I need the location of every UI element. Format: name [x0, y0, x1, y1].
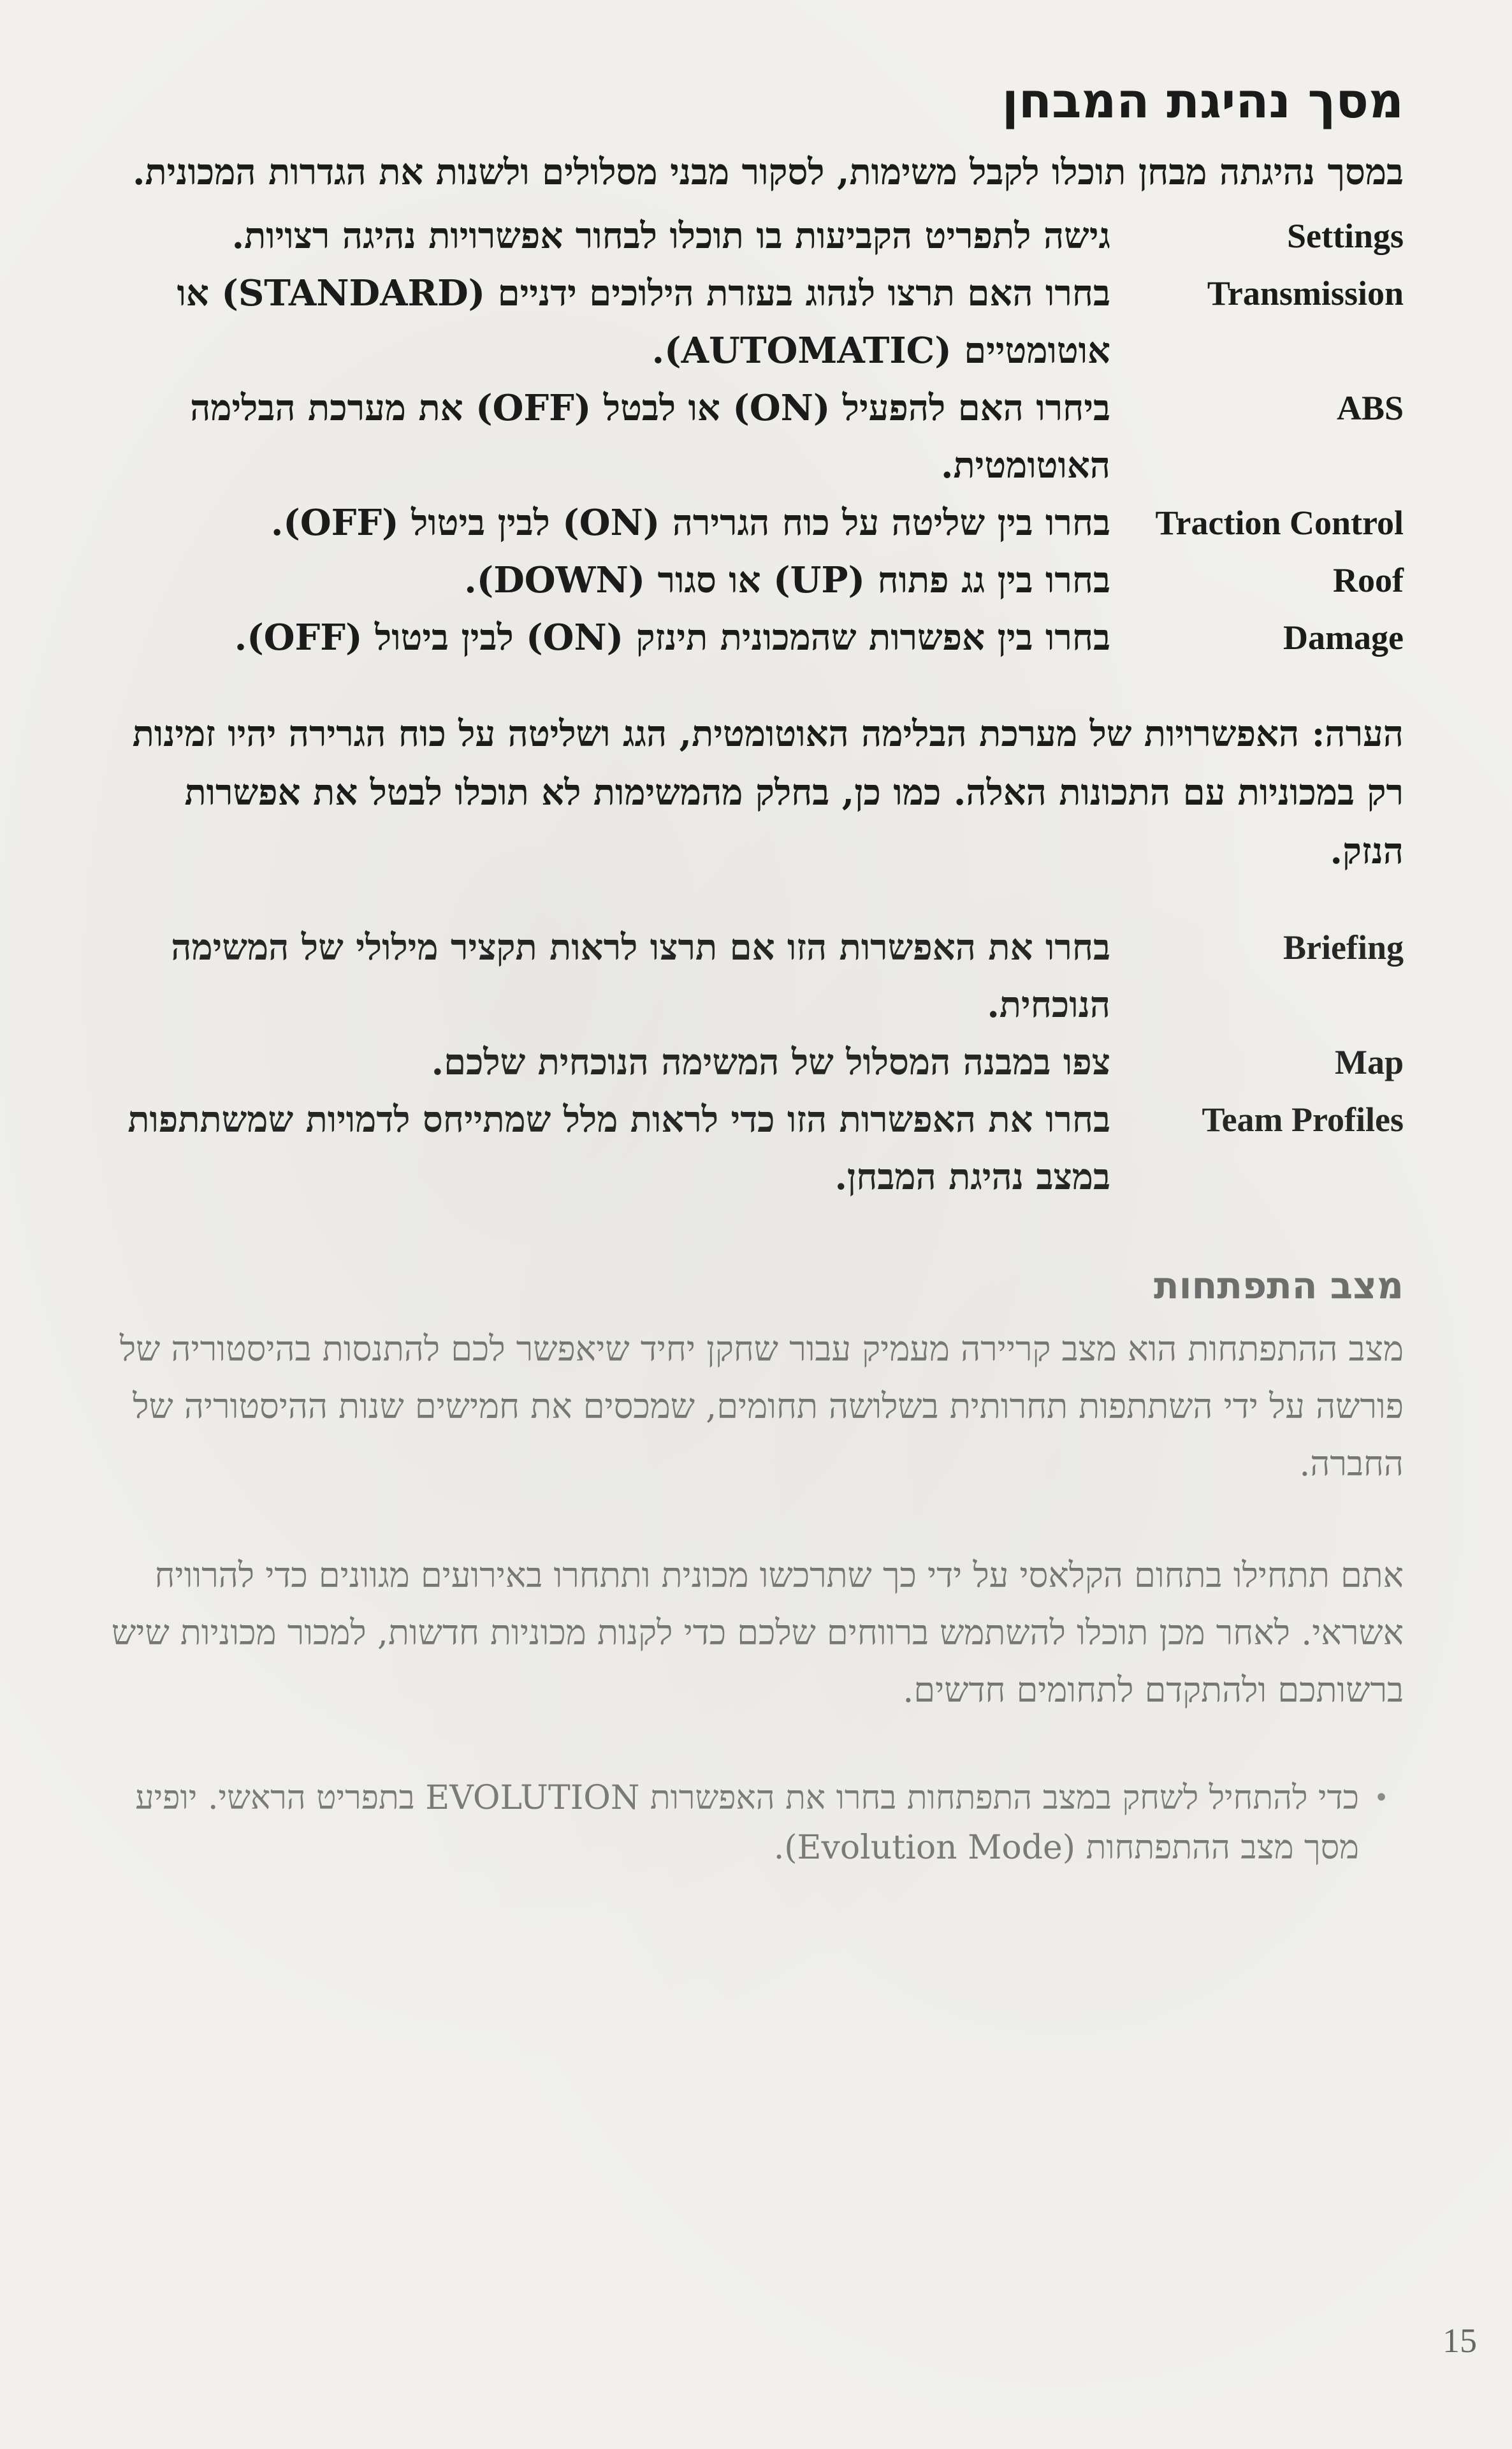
evolution-bullet-item: [108, 1773, 1404, 1873]
desc-transmission: בחרו האם תרצו לנהוג בעזרת הילוכים ידניים (STANDARD) או אוטומטיים (AUTOMATIC).: [177, 272, 1110, 372]
definition-row: [108, 1034, 1404, 1091]
desc-settings: גישה לתפריט הקביעות בו תוכלו לבחור אפשרויות נהיגה רצויות.: [231, 215, 1110, 257]
term-abs: ABS: [1336, 389, 1404, 427]
desc-briefing: בחרו את האפשרות הזו אם תרצו לראות תקציר מילולי של המשימה הנוכחית.: [171, 926, 1110, 1026]
settings-definition-list: [108, 207, 1404, 666]
page-title: מסך נהיגת המבחן: [1001, 72, 1404, 129]
desc-abs: ביחרו האם להפעיל (ON) או לבטל (OFF) את מערכת הבלימה האוטומטית.: [190, 387, 1110, 486]
note-text: האפשרויות של מערכת הבלימה האוטומטית, הגג ושליטה על כוח הגרירה יהיו זמינות רק במכוניות עם התכונות האלה. כמו כן, בחלק מהמשימות לא תוכלו לבטל את אפשרות הנזק.: [132, 713, 1404, 872]
definition-row: [108, 609, 1404, 666]
desc-roof: בחרו בין גג פתוח (UP) או סגור (DOWN).: [464, 559, 1110, 601]
page-number: 15: [1443, 2321, 1477, 2360]
bullet-icon: •: [1374, 1783, 1389, 1813]
desc-traction-control: בחרו בין שליטה על כוח הגרירה (ON) לבין ביטול (OFF).: [270, 502, 1110, 544]
term-traction-control: Traction Control: [1155, 504, 1404, 542]
term-roof: Roof: [1333, 561, 1404, 599]
desc-damage: בחרו בין אפשרות שהמכונית תינזק (ON) לבין ביטול (OFF).: [234, 617, 1110, 659]
bullet-text: כדי להתחיל לשחק במצב התפתחות בחרו את האפשרות EVOLUTION בתפריט הראשי. יופיע מסך מצב ההתפתחות (Evolution Mode).: [135, 1779, 1359, 1867]
intro-paragraph: במסך נהיגתה מבחן תוכלו לקבל משימות, לסקור מבני מסלולים ולשנות את הגדרות המכונית.: [132, 151, 1404, 193]
term-briefing: Briefing: [1283, 928, 1404, 967]
definition-row: [108, 552, 1404, 609]
desc-map: צפו במבנה המסלול של המשימה הנוכחית שלכם.: [431, 1041, 1110, 1083]
definition-row: [108, 1091, 1404, 1206]
definition-row: [108, 265, 1404, 379]
term-team-profiles: Team Profiles: [1202, 1100, 1404, 1139]
term-transmission: Transmission: [1207, 274, 1404, 312]
evolution-paragraph-2: אתם תתחילו בתחום הקלאסי על ידי כך שתרכשו מכונית ותתחרו באירועים מגוונים כדי להרוויח אשראי. לאחר מכן תוכלו להשתמש ברווחים שלכם כדי לקנות מכוניות חדשות, למכור מכוניות שיש ברשותכם ולהתקדם לתחומים חדשים.: [112, 1555, 1404, 1710]
evolution-paragraph-1: מצב ההתפתחות הוא מצב קריירה מעמיק עבור שחקן יחיד שיאפשר לכם להתנסות בהיסטוריה של פורשה על ידי השתתפות תחרותית בשלושה תחומים, שמכסים את חמישים שנות ההיסטוריה של החברה.: [119, 1329, 1404, 1484]
note-paragraph: [108, 705, 1404, 881]
definition-row: [108, 207, 1404, 265]
evolution-section-title: מצב התפתחות: [1153, 1264, 1404, 1307]
note-label: הערה:: [1311, 713, 1404, 755]
definition-row: [108, 379, 1404, 494]
term-damage: Damage: [1283, 618, 1404, 657]
menu-definition-list: [108, 919, 1404, 1206]
definition-row: [108, 919, 1404, 1034]
definition-row: [108, 494, 1404, 552]
term-map: Map: [1335, 1043, 1404, 1081]
term-settings: Settings: [1286, 217, 1404, 255]
desc-team-profiles: בחרו את האפשרות הזו כדי לראות מלל שמתייחס לדמויות שמשתתפות במצב נהיגת המבחן.: [127, 1099, 1110, 1198]
